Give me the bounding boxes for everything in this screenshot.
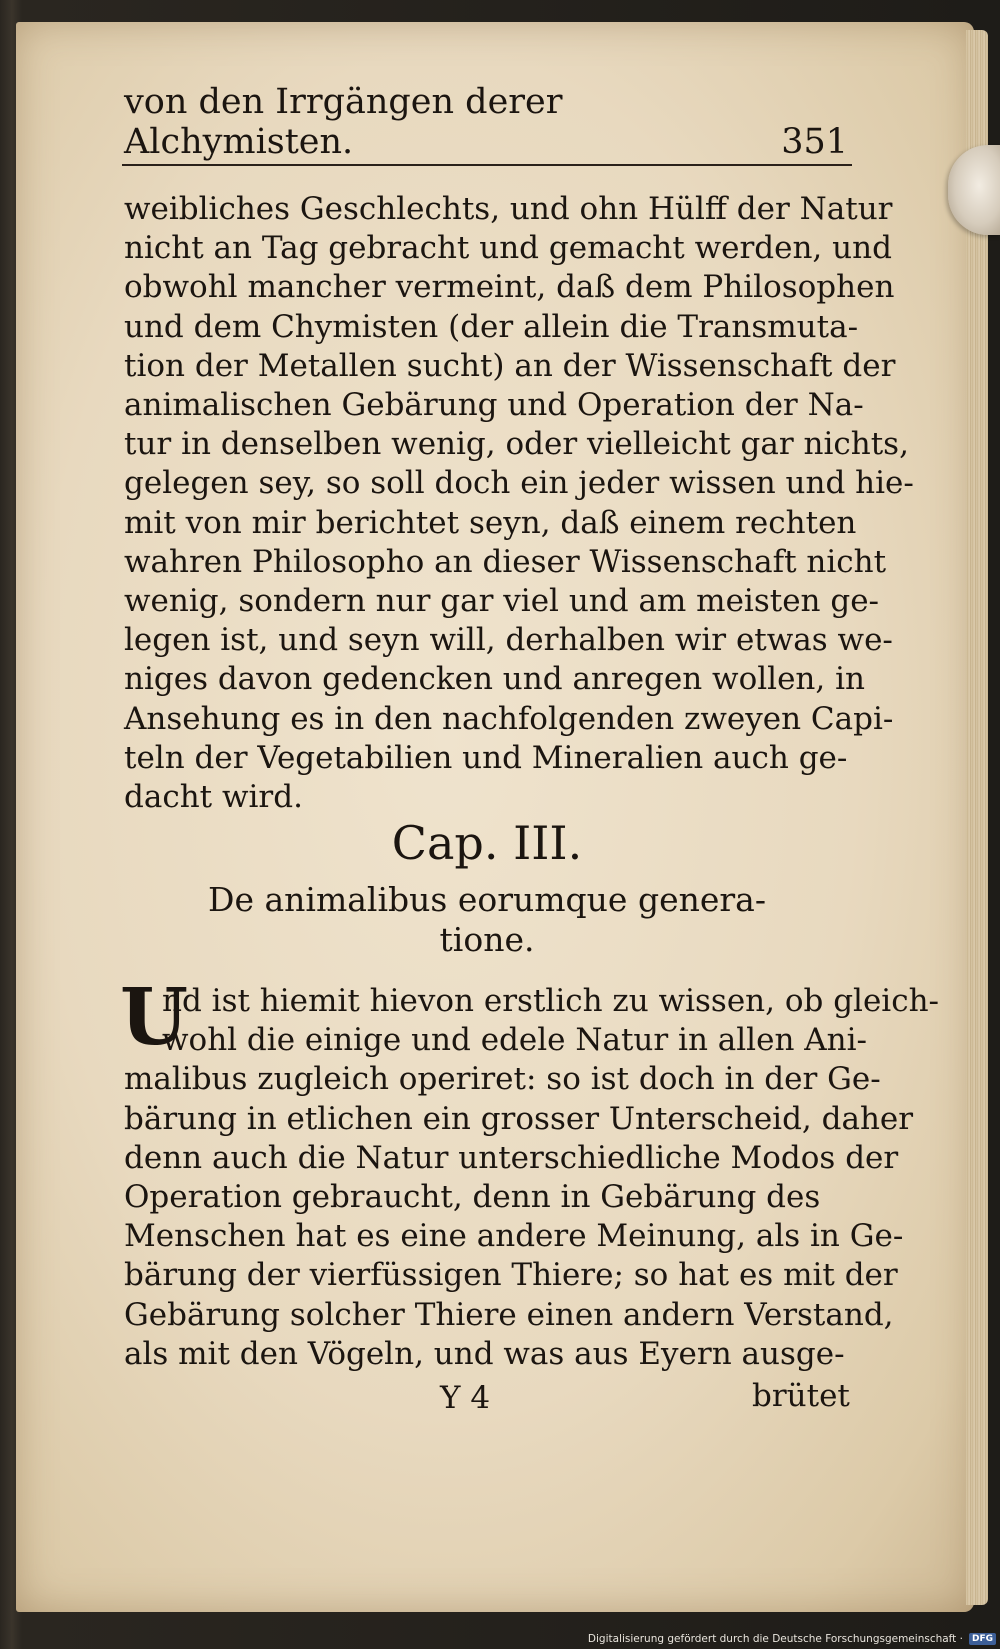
drop-cap: U [120, 972, 189, 1063]
digitization-credit-bar [0, 1628, 1000, 1649]
chapter-subtitle-line: De animalibus eorumque genera- [208, 880, 766, 919]
text-line: und dem Chymisten (der allein die Transmuta- [124, 308, 859, 345]
paragraph-2 [124, 982, 940, 1374]
signature-mark: Y 4 [440, 1380, 491, 1416]
text-line: wenig, sondern nur gar viel und am meisten ge- [124, 583, 880, 620]
chapter-subtitle-line: tione. [439, 920, 535, 959]
text-line: malibus zugleich operiret: so ist doch in der Ge- [124, 1061, 881, 1098]
page-number: 351 [781, 122, 848, 162]
page-edges [966, 30, 988, 1605]
chapter-subtitle [124, 880, 850, 960]
chapter-title: Cap. III. [391, 816, 583, 870]
text-line: Gebärung solcher Thiere einen andern Verstand, [124, 1296, 894, 1333]
text-line: animalischen Gebärung und Operation der Na- [124, 387, 864, 424]
text-line: Menschen hat es eine andere Meinung, als in Ge- [124, 1218, 904, 1255]
paragraph-1 [124, 190, 914, 817]
text-line: wohl die einige und edele Natur in allen Ani- [162, 1022, 868, 1059]
text-line: denn auch die Natur unterschiedliche Modos der [124, 1139, 899, 1176]
text-line: tion der Metallen sucht) an der Wissenschaft der [124, 347, 896, 384]
text-line: legen ist, und seyn will, derhalben wir etwas we- [124, 622, 893, 659]
text-line: teln der Vegetabilien und Mineralien auch ge- [124, 739, 848, 776]
text-line: wahren Philosopho an dieser Wissenschaft nicht [124, 543, 887, 580]
dfg-logo: DFG [969, 1633, 996, 1645]
text-line: nd ist hiemit hievon erstlich zu wissen, ob gleich- [162, 983, 940, 1019]
text-line: Ansehung es in den nachfolgenden zweyen Capi- [124, 700, 894, 737]
text-line: gelegen sey, so soll doch ein jeder wissen und hie- [124, 465, 914, 502]
text-line: bärung in etlichen ein grosser Unterscheid, daher [124, 1100, 914, 1137]
text-line: weibliches Geschlechts, und ohn Hülff der Natur [124, 191, 893, 227]
text-line: obwohl mancher vermeint, daß dem Philosophen [124, 269, 895, 306]
text-line: bärung der vierfüssigen Thiere; so hat es mit der [124, 1257, 898, 1294]
text-line: als mit den Vögeln, und was aus Eyern ausge- [124, 1335, 845, 1372]
text-line: nicht an Tag gebracht und gemacht werden, und [124, 230, 892, 267]
text-line: dacht wird. [124, 779, 303, 816]
running-title: von den Irrgängen derer Alchymisten. [124, 82, 563, 162]
catchword: brütet [752, 1378, 850, 1414]
running-header [124, 82, 848, 162]
credit-text: Digitalisierung gefördert durch die Deutsche Forschungsgemeinschaft · [587, 1632, 963, 1645]
text-line: mit von mir berichtet seyn, daß einem rechten [124, 504, 857, 541]
header-rule [122, 164, 852, 166]
text-line: Operation gebraucht, denn in Gebärung des [124, 1179, 821, 1216]
text-line: tur in denselben wenig, oder vielleicht gar nichts, [124, 426, 909, 463]
text-line: niges davon gedencken und anregen wollen, in [124, 661, 865, 698]
